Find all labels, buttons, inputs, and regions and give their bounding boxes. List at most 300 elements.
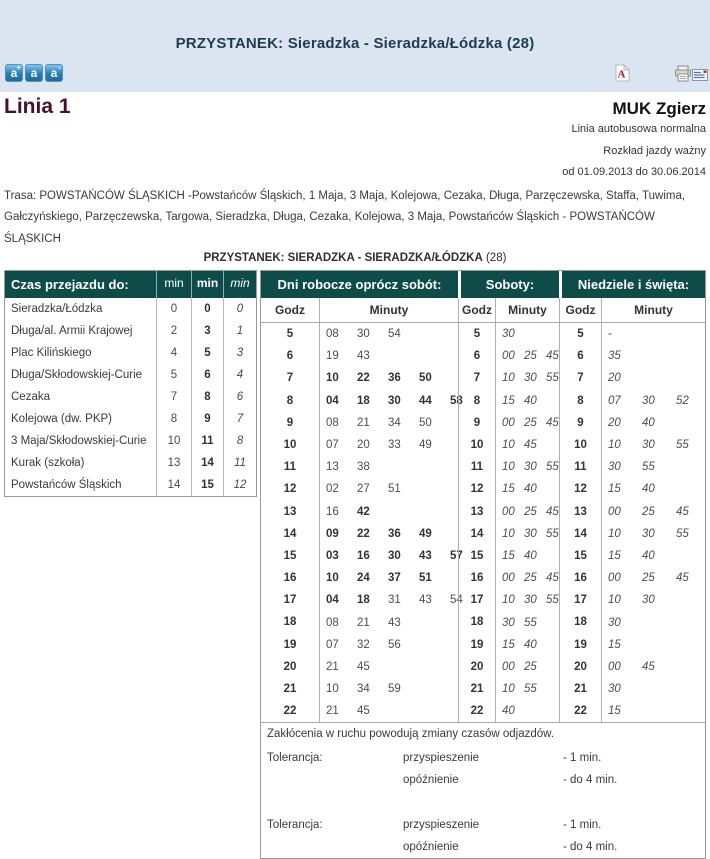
minute-value: 15 <box>608 638 621 651</box>
minute-value: 45 <box>546 350 559 363</box>
sunday-hour-cell: 6 <box>559 345 601 367</box>
minute-value: 07 <box>326 638 339 651</box>
saturday-hour-cell: 18 <box>458 611 495 633</box>
sunday-group-header: Niedziele i święta: <box>562 271 705 298</box>
timetable-row <box>261 656 705 678</box>
font-increase-sup: + <box>16 63 21 72</box>
weekday-hour-cell: 5 <box>286 328 294 340</box>
tolerance-row <box>261 746 705 768</box>
minute-value: 15 <box>502 638 515 651</box>
saturday-hour-cell: 13 <box>458 501 495 523</box>
saturday-minutes <box>495 501 559 523</box>
minute-value: 04 <box>326 394 339 407</box>
weekday-minutes <box>319 634 458 656</box>
tables-wrapper <box>0 270 710 859</box>
sunday-minutes <box>601 589 705 611</box>
travel-time-table <box>4 270 257 497</box>
minute-value: 25 <box>524 660 537 673</box>
saturday-hour-cell: 11 <box>458 456 495 478</box>
minute-value: 59 <box>388 683 401 696</box>
weekday-minutes <box>319 611 458 633</box>
saturday-hour-cell: 14 <box>458 523 495 545</box>
saturday-hour-header: Godz <box>458 298 495 322</box>
tolerance-row <box>261 814 705 836</box>
stop-name: Kurak (szkoła) <box>11 457 85 469</box>
minute-value: 13 <box>326 461 339 474</box>
tolerance-rows <box>261 746 705 858</box>
travel-header-label: Czas przejazdu do: <box>11 277 129 292</box>
minute-value: 25 <box>642 505 655 518</box>
sunday-hour-cell: 5 <box>559 323 601 345</box>
minute-value: 30 <box>524 527 537 540</box>
travel-min-sunday: 4 <box>223 364 256 386</box>
travel-min-saturday: 14 <box>191 452 223 474</box>
weekday-hour-cell: 18 <box>283 616 297 629</box>
travel-table-row <box>5 386 256 408</box>
saturday-minutes <box>495 589 559 611</box>
tolerance-row <box>261 769 705 791</box>
minute-value: 55 <box>524 683 537 696</box>
weekday-minutes <box>319 323 458 345</box>
weekday-hour-cell: 20 <box>283 660 297 673</box>
route-line-1: Trasa: POWSTAŃCÓW ŚLĄSKICH -Powstańców Śląskich, 1 Maja, 3 Maja, Kolejowa, Cezaka, Długa, Parzęczewska, Staffa, Tuwima, <box>4 189 686 202</box>
travel-table-row <box>5 320 256 342</box>
minute-value: 15 <box>502 549 515 562</box>
minute-value: 15 <box>502 394 515 407</box>
saturday-hour-cell: 10 <box>458 434 495 456</box>
minute-value: 55 <box>546 461 559 474</box>
sunday-minutes-header: Minuty <box>601 298 705 322</box>
travel-min-weekday: 14 <box>156 474 191 496</box>
minute-value: 00 <box>502 572 515 585</box>
minute-value: 10 <box>326 683 339 696</box>
travel-min-saturday: 3 <box>191 320 223 342</box>
minute-value: 15 <box>502 483 515 496</box>
minute-value: 30 <box>502 328 515 341</box>
sunday-hour-cell: 13 <box>559 501 601 523</box>
minute-value: 25 <box>524 505 537 518</box>
weekday-hour-cell: 22 <box>283 705 297 718</box>
minute-value: 08 <box>326 616 339 629</box>
travel-min-weekday: 0 <box>156 298 191 320</box>
travel-table-row <box>5 452 256 474</box>
font-decrease-sup: - <box>58 63 61 72</box>
line-type-label: Linia autobusowa normalna <box>571 123 706 135</box>
tolerance-label: Tolerancja: <box>267 818 323 831</box>
minute-value: 09 <box>326 527 339 540</box>
minute-value: 10 <box>326 372 339 385</box>
minute-value: 21 <box>326 705 339 718</box>
travel-min-sunday: 7 <box>223 408 256 430</box>
minute-value: 10 <box>608 527 621 540</box>
travel-min-saturday: 9 <box>191 408 223 430</box>
minute-value: 21 <box>357 616 370 629</box>
minute-value: 37 <box>388 572 401 585</box>
minute-value: 20 <box>608 372 621 385</box>
minute-value: 21 <box>357 416 370 429</box>
minute-value: 20 <box>357 439 370 452</box>
stop-caption-number: (28) <box>485 252 507 264</box>
timetable-row <box>261 412 705 434</box>
minute-value: 25 <box>642 572 655 585</box>
minute-value: 18 <box>357 394 370 407</box>
operator-name: MUK Zgierz <box>612 99 706 118</box>
saturday-group-header: Soboty: <box>461 271 559 298</box>
timetable-row <box>261 501 705 523</box>
travel-table-row <box>5 342 256 364</box>
travel-min-weekday: 5 <box>156 364 191 386</box>
minute-value: 58 <box>450 394 463 407</box>
minute-value: 40 <box>524 638 537 651</box>
minute-value: 54 <box>450 594 463 607</box>
minute-value: 00 <box>502 350 515 363</box>
minute-value: 10 <box>608 439 621 452</box>
tolerance-value: - do 4 min. <box>563 841 618 854</box>
minute-value: 10 <box>502 439 515 452</box>
minute-value: 38 <box>357 461 370 474</box>
travel-table-header <box>5 271 256 298</box>
tolerance-kind: przyspieszenie <box>403 751 480 764</box>
timetable-row <box>261 478 705 500</box>
minute-value: 45 <box>546 572 559 585</box>
sunday-hour-cell: 10 <box>559 434 601 456</box>
weekday-minutes <box>319 345 458 367</box>
minute-value: 55 <box>676 439 689 452</box>
tolerance-row <box>261 791 705 813</box>
minute-value: 49 <box>419 439 432 452</box>
minute-value: 30 <box>642 594 655 607</box>
minute-value: 07 <box>326 439 339 452</box>
minute-value: 32 <box>357 638 370 651</box>
minute-value: 04 <box>326 594 339 607</box>
saturday-minutes <box>495 545 559 567</box>
saturday-minutes <box>495 367 559 389</box>
travel-table-row <box>5 408 256 430</box>
sunday-hour-cell: 20 <box>559 656 601 678</box>
saturday-minutes <box>495 390 559 412</box>
minute-value: 00 <box>502 505 515 518</box>
sunday-hour-header: Godz <box>559 298 601 322</box>
minute-value: 55 <box>642 461 655 474</box>
minute-value: 35 <box>608 350 621 363</box>
tolerance-row <box>261 836 705 858</box>
minute-value: 56 <box>388 638 401 651</box>
minute-value: 00 <box>608 505 621 518</box>
timetable-row <box>261 589 705 611</box>
line-title: Linia 1 <box>4 95 71 118</box>
minute-value: 36 <box>388 527 401 540</box>
minute-value: 10 <box>608 594 621 607</box>
minute-value: 19 <box>326 350 339 363</box>
travel-min-sunday: 6 <box>223 386 256 408</box>
minute-value: 27 <box>357 483 370 496</box>
minute-value: 34 <box>357 683 370 696</box>
minute-value: 40 <box>524 394 537 407</box>
minute-value: 16 <box>326 505 339 518</box>
line-info-block <box>4 119 706 184</box>
minute-value: 30 <box>642 527 655 540</box>
weekday-hour-cell: 7 <box>286 372 294 385</box>
minute-value: 07 <box>608 394 621 407</box>
weekday-hour-cell: 16 <box>283 572 297 585</box>
minute-value: 30 <box>524 461 537 474</box>
stop-caption-bold: PRZYSTANEK: SIERADZKA - SIERADZKA/ŁÓDZKA <box>203 252 483 264</box>
minute-value: 10 <box>502 683 515 696</box>
saturday-hour-cell: 6 <box>458 345 495 367</box>
sunday-hour-cell: 9 <box>559 412 601 434</box>
weekday-hour-cell: 12 <box>283 483 297 496</box>
stop-name: Sieradzka/Łódzka <box>11 303 103 315</box>
travel-min-sunday: 0 <box>223 298 256 320</box>
minute-value: 25 <box>524 416 537 429</box>
travel-min-saturday: 11 <box>191 430 223 452</box>
sunday-minutes <box>601 456 705 478</box>
route-description <box>4 184 706 251</box>
minute-value: 08 <box>326 328 339 341</box>
saturday-hour-cell: 21 <box>458 678 495 700</box>
minute-value: 44 <box>419 394 432 407</box>
weekday-hour-cell: 8 <box>286 394 294 407</box>
validity-label: Rozkład jazdy ważny <box>603 144 706 157</box>
saturday-minutes <box>495 345 559 367</box>
sunday-minutes <box>601 478 705 500</box>
minute-value: 30 <box>642 439 655 452</box>
travel-min-saturday: 6 <box>191 364 223 386</box>
minute-value: 02 <box>326 483 339 496</box>
minute-value: 49 <box>419 527 432 540</box>
travel-min-saturday: 5 <box>191 342 223 364</box>
sunday-hour-cell: 14 <box>559 523 601 545</box>
weekday-minutes <box>319 478 458 500</box>
sunday-hour-cell: 16 <box>559 567 601 589</box>
timetable-row <box>261 434 705 456</box>
timetable-row <box>261 634 705 656</box>
timetable-row <box>261 678 705 700</box>
travel-min-sunday: 3 <box>223 342 256 364</box>
weekday-hour-cell: 21 <box>283 683 297 695</box>
minute-value: 33 <box>388 439 401 452</box>
weekday-hour-cell: 17 <box>283 594 297 607</box>
minute-value: 15 <box>608 483 621 496</box>
sunday-hour-cell: 8 <box>559 390 601 412</box>
travel-min-sunday: 1 <box>223 320 256 342</box>
minute-value: 00 <box>502 416 515 429</box>
sunday-hour-cell: 18 <box>559 611 601 633</box>
tolerance-kind: przyspieszenie <box>403 818 480 831</box>
saturday-hour-cell: 9 <box>458 412 495 434</box>
saturday-hour-cell: 15 <box>458 545 495 567</box>
timetable-body <box>261 323 705 722</box>
subheader-row <box>261 298 705 323</box>
sunday-minutes <box>601 390 705 412</box>
minute-value: 10 <box>502 461 515 474</box>
email-icon[interactable] <box>692 68 708 86</box>
weekday-minutes <box>319 412 458 434</box>
weekday-hour-header: Godz <box>275 303 305 317</box>
sunday-minutes <box>601 345 705 367</box>
minute-value: 55 <box>546 372 559 385</box>
pdf-export-icon[interactable] <box>615 64 630 87</box>
weekday-minutes <box>319 501 458 523</box>
sunday-hour-cell: 7 <box>559 367 601 389</box>
minute-value: 45 <box>357 705 370 718</box>
timetable-row <box>261 523 705 545</box>
page-title: PRZYSTANEK: Sieradzka - Sieradzka/Łódzka (28) <box>175 35 535 52</box>
sunday-minutes <box>601 567 705 589</box>
timetable-row <box>261 456 705 478</box>
sunday-minutes <box>601 634 705 656</box>
travel-min-weekday: 13 <box>156 452 191 474</box>
weekday-hour-cell: 9 <box>286 416 294 429</box>
minute-value: 25 <box>524 350 537 363</box>
timetable-row <box>261 345 705 367</box>
saturday-minutes <box>495 478 559 500</box>
minute-value: 34 <box>388 416 401 429</box>
minute-value: 45 <box>642 660 655 673</box>
weekday-minutes <box>319 567 458 589</box>
sunday-minutes <box>601 700 705 722</box>
travel-min-sunday: 11 <box>223 452 256 474</box>
sunday-minutes <box>601 367 705 389</box>
timetable-row <box>261 323 705 345</box>
minute-value: 45 <box>676 572 689 585</box>
minute-value: 03 <box>326 549 339 562</box>
tolerance-kind: opóźnienie <box>403 773 459 786</box>
weekday-minutes <box>319 656 458 678</box>
weekday-minutes <box>319 390 463 412</box>
sunday-minutes <box>601 523 705 545</box>
travel-min-weekday: 10 <box>156 430 191 452</box>
weekday-minutes <box>319 589 463 611</box>
weekday-group-header: Dni robocze oprócz sobót: <box>261 271 458 298</box>
travel-min-weekday: 4 <box>156 342 191 364</box>
minute-value: 18 <box>357 594 370 607</box>
sunday-minutes <box>601 678 705 700</box>
top-band <box>0 0 710 92</box>
timetable-row <box>261 390 705 412</box>
sunday-minutes <box>601 545 705 567</box>
weekday-minutes <box>319 523 458 545</box>
weekday-minutes <box>319 700 458 722</box>
travel-table-row <box>5 364 256 386</box>
sunday-hour-cell: 21 <box>559 678 601 700</box>
minute-value: 40 <box>642 416 655 429</box>
weekday-minutes <box>319 456 458 478</box>
minute-value: 45 <box>546 505 559 518</box>
minute-value: 31 <box>388 594 401 607</box>
min-header-saturday: min <box>191 271 223 298</box>
minute-value: 40 <box>524 483 537 496</box>
minute-value: 55 <box>676 527 689 540</box>
minute-value: 16 <box>357 549 370 562</box>
travel-min-saturday: 0 <box>191 298 223 320</box>
minute-value: 24 <box>357 572 370 585</box>
minute-value: 55 <box>546 527 559 540</box>
minute-value: 50 <box>419 416 432 429</box>
minute-value: 30 <box>524 594 537 607</box>
weekday-hour-cell: 19 <box>283 638 297 651</box>
minute-value: 15 <box>608 549 621 562</box>
print-icon[interactable] <box>674 65 692 87</box>
minute-value: 22 <box>357 527 370 540</box>
stop-name: Cezaka <box>11 391 50 403</box>
weekday-hour-cell: 10 <box>283 438 297 451</box>
minute-value: 45 <box>546 416 559 429</box>
minute-value: 00 <box>608 572 621 585</box>
travel-table-row <box>5 474 256 496</box>
validity-dates: od 01.09.2013 do 30.06.2014 <box>562 166 706 178</box>
minute-value: 40 <box>642 483 655 496</box>
stop-name: 3 Maja/Skłodowskiej-Curie <box>11 435 147 447</box>
travel-table-row <box>5 298 256 320</box>
minute-value: 40 <box>524 549 537 562</box>
saturday-hour-cell: 7 <box>458 367 495 389</box>
route-line-2: Gałczyńskiego, Parzęczewska, Targowa, Sieradzka, Długa, Cezaka, Kolejowa, 3 Maja, Powstańców Śląskich - POWSTAŃCÓW ŚLĄSKICH <box>4 211 655 245</box>
minute-value: 08 <box>326 416 339 429</box>
tolerance-value: - 1 min. <box>563 818 602 831</box>
saturday-minutes <box>495 456 559 478</box>
saturday-hour-cell: 17 <box>458 589 495 611</box>
sunday-minutes <box>601 656 705 678</box>
saturday-minutes <box>495 567 559 589</box>
minute-value: 40 <box>502 705 515 718</box>
minute-value: 15 <box>608 705 621 718</box>
minute-value: 45 <box>524 439 537 452</box>
minute-value: 22 <box>357 372 370 385</box>
saturday-hour-cell: 12 <box>458 478 495 500</box>
tolerance-value: - do 4 min. <box>563 773 618 786</box>
saturday-minutes-header: Minuty <box>495 298 559 322</box>
weekday-minutes-header: Minuty <box>319 298 458 322</box>
travel-min-saturday: 15 <box>191 474 223 496</box>
timetable-row <box>261 567 705 589</box>
band-actions <box>0 62 710 86</box>
minute-value: 30 <box>357 328 370 341</box>
sunday-minutes <box>601 501 705 523</box>
minute-value: 40 <box>642 549 655 562</box>
min-header-sunday: min <box>223 271 256 298</box>
minute-value: 30 <box>608 683 621 696</box>
sunday-minutes <box>601 611 705 633</box>
timetable-row <box>261 367 705 389</box>
sunday-hour-cell: 12 <box>559 478 601 500</box>
minute-value: 57 <box>450 549 463 562</box>
font-increase-label: a <box>10 66 18 80</box>
travel-min-weekday: 8 <box>156 408 191 430</box>
sunday-hour-cell: 15 <box>559 545 601 567</box>
minute-value: 10 <box>502 594 515 607</box>
travel-min-weekday: 7 <box>156 386 191 408</box>
tolerance-kind: opóźnienie <box>403 841 459 854</box>
minute-value: 30 <box>608 616 621 629</box>
weekday-hour-cell: 15 <box>283 549 297 562</box>
timetable-row <box>261 700 705 722</box>
sunday-minutes <box>601 434 705 456</box>
travel-table-row <box>5 430 256 452</box>
minute-value: 52 <box>676 394 689 407</box>
saturday-minutes <box>495 700 559 722</box>
stop-name: Powstańców Śląskich <box>11 479 122 491</box>
stop-name: Długa/Skłodowskiej-Curie <box>11 369 143 381</box>
saturday-hour-cell: 5 <box>458 323 495 345</box>
weekday-minutes <box>319 434 458 456</box>
weekday-hour-cell: 14 <box>283 527 297 540</box>
saturday-hour-cell: 8 <box>458 390 495 412</box>
travel-min-sunday: 8 <box>223 430 256 452</box>
saturday-minutes <box>495 634 559 656</box>
stop-caption <box>4 250 706 270</box>
minute-value: 25 <box>524 572 537 585</box>
